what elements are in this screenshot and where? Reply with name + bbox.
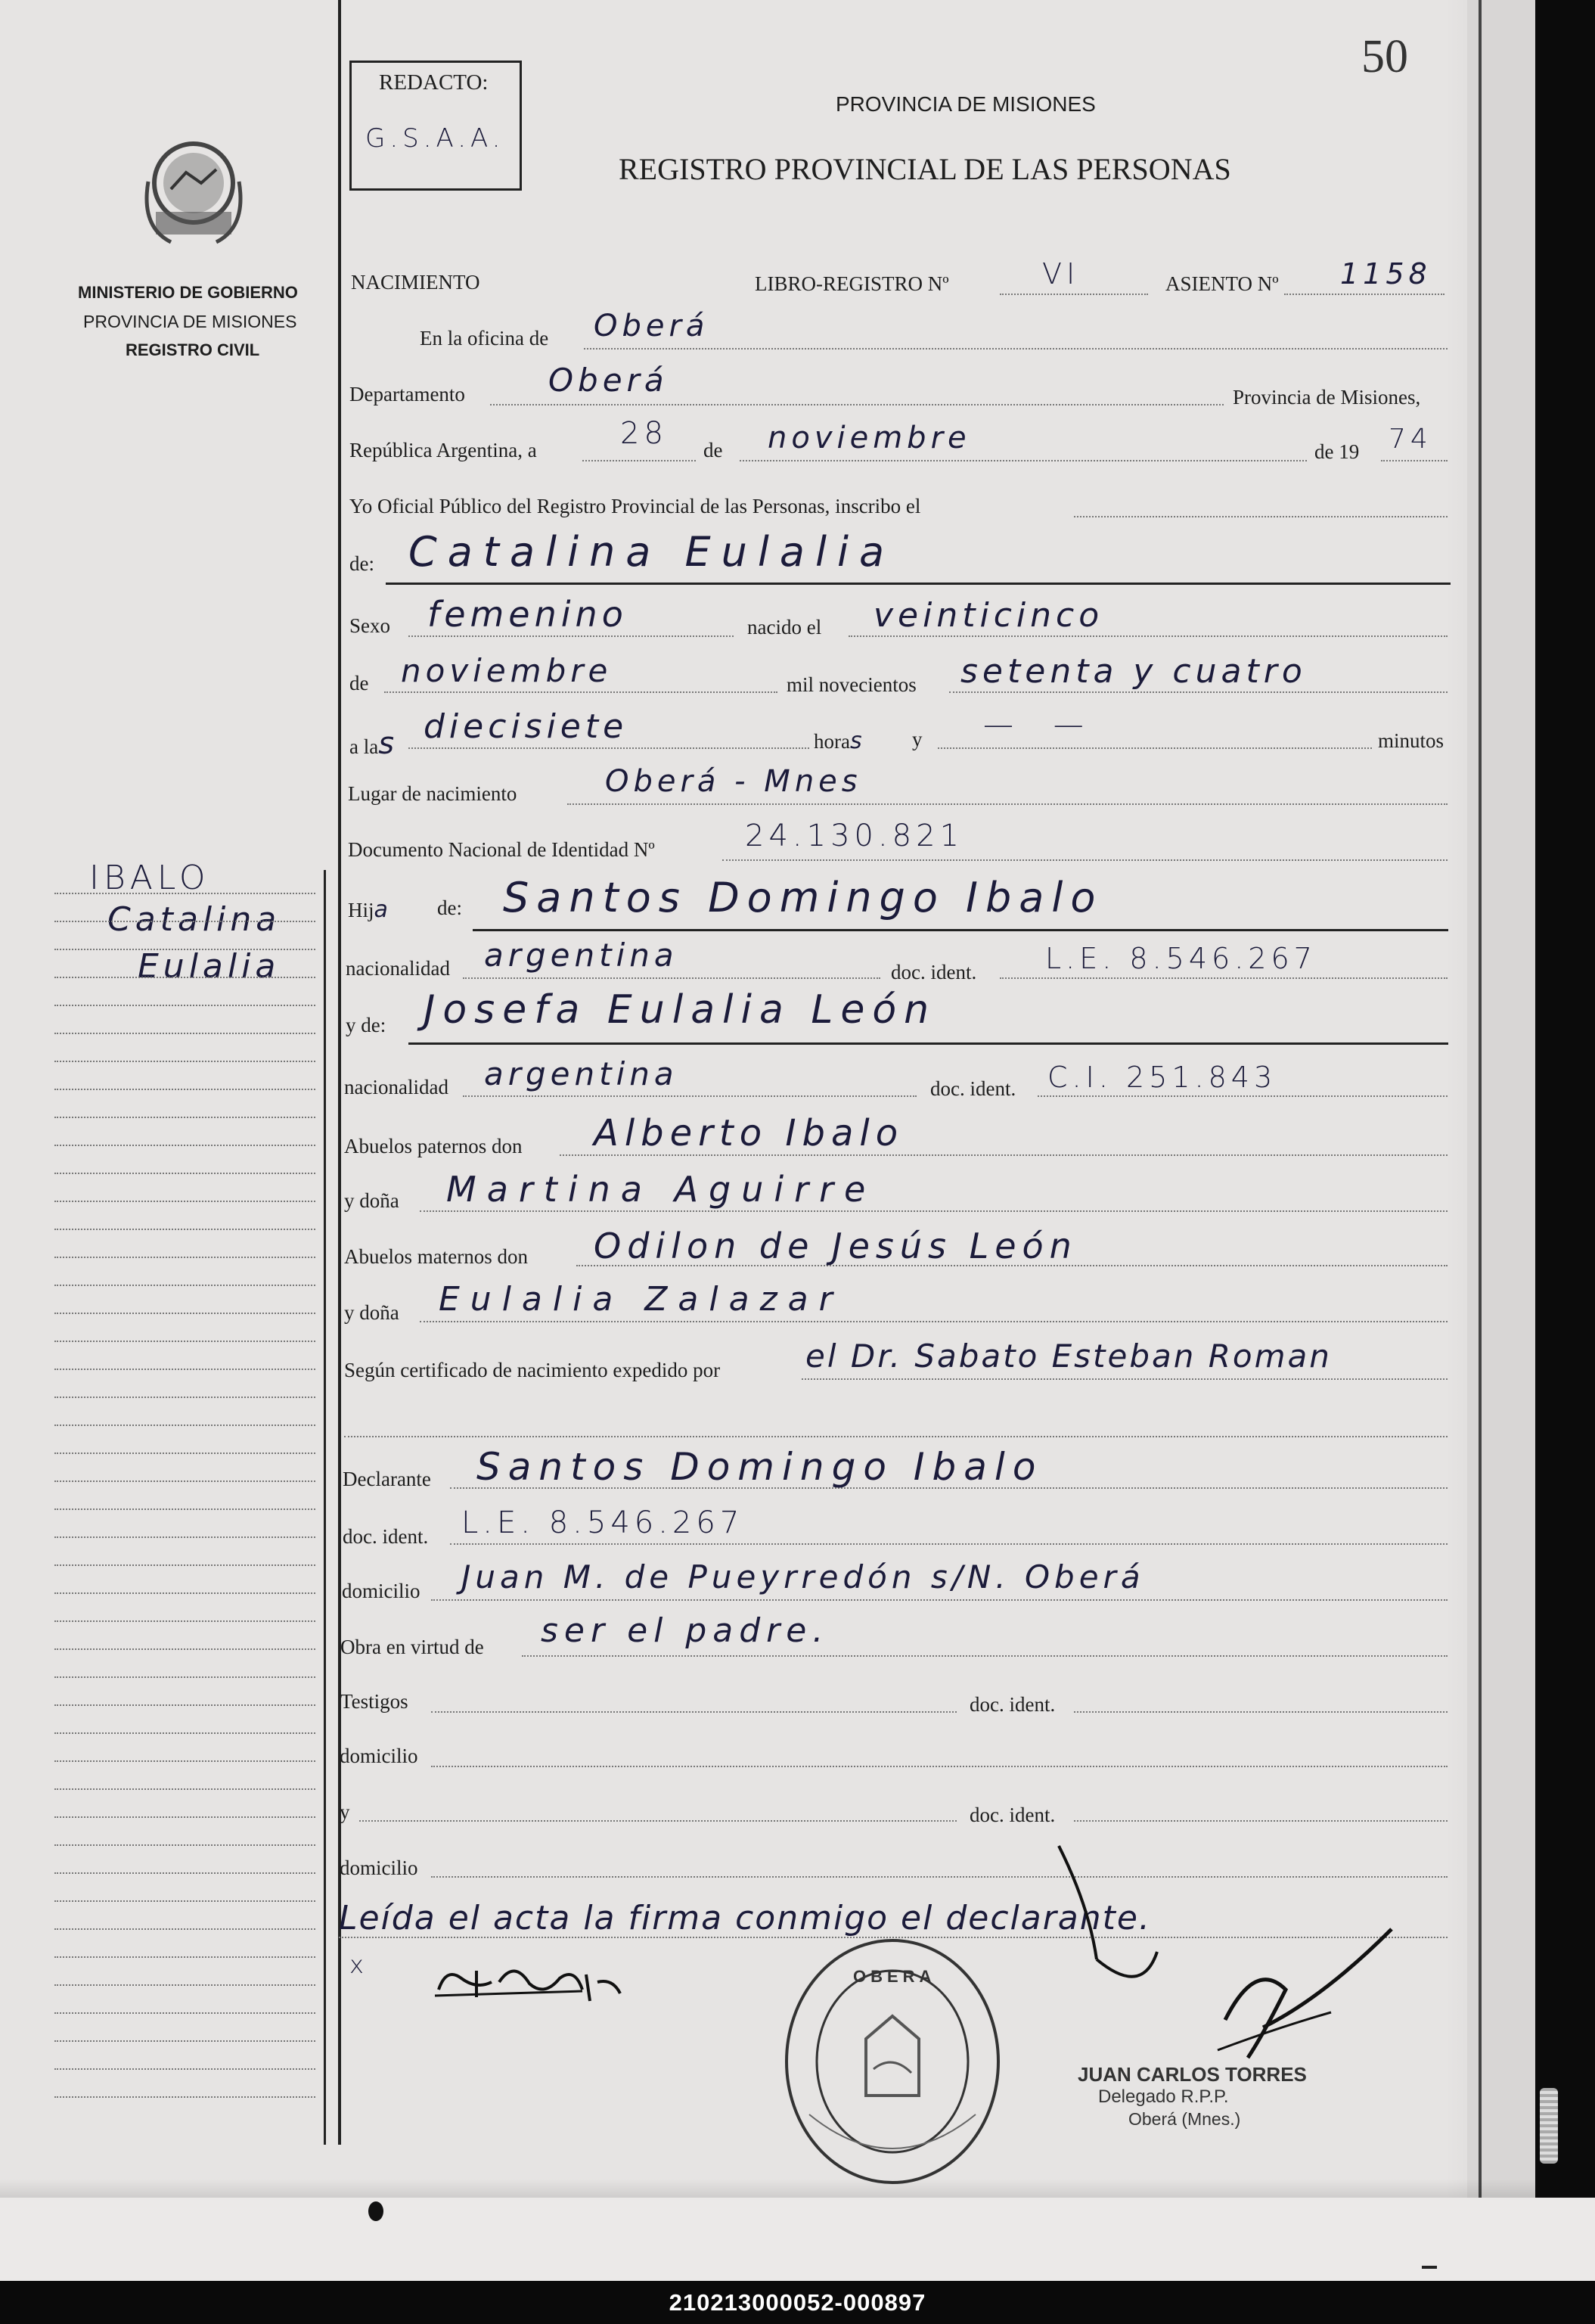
margin-ruling-line [54,1005,315,1006]
margin-ruling-line [54,1872,315,1874]
registry-title: REGISTRO PROVINCIAL DE LAS PERSONAS [619,152,1231,186]
a-las-text: a la [349,735,379,758]
scan-dash-mark [1422,2266,1437,2269]
margin-ruling-line [54,977,315,978]
margin-ruling-line [54,2068,315,2070]
minutos-value: — — [983,707,1099,742]
official-title: Delegado R.P.P. [1098,2086,1229,2107]
departamento-label: Departamento [349,383,465,405]
declarante-domicilio-value: Juan M. de Pueyrredón s/N. Oberá [461,1558,1145,1595]
lugar-label: Lugar de nacimiento [348,782,517,805]
margin-ruling-line [54,1425,315,1426]
republica-label: República Argentina, a [349,439,537,461]
abuelo-mat-value: Odilon de Jesús León [594,1226,1078,1266]
declarante-doc-label: doc. ident. [343,1525,429,1548]
obra-value: ser el padre. [541,1611,830,1650]
asiento-value: 1158 [1340,257,1432,290]
declarante-domicilio-label: domicilio [342,1580,420,1602]
margin-ruling-line [54,1480,315,1482]
margin-ruling-line [54,1648,315,1650]
margin-ruling-line [54,2096,315,2098]
mother-doc-label: doc. ident. [930,1077,1016,1100]
page-edge-line [1479,0,1482,2198]
page-edge [1467,0,1535,2198]
month-value: noviembre [768,421,971,455]
y-label: y [912,728,923,750]
margin-ruling-line [54,1061,315,1062]
de-colon-label: de: [349,552,374,575]
margin-ruling-line [54,1788,315,1790]
father-doc-value: L.E. 8.546.267 [1045,942,1317,975]
margin-ruling-line [54,1620,315,1622]
abuelo-pat-value: Alberto Ibalo [594,1112,905,1154]
official-place: Oberá (Mnes.) [1128,2109,1241,2129]
act-type-label: NACIMIENTO [351,271,480,294]
binding-thread [1540,2088,1558,2164]
oficial-text: Yo Oficial Público del Registro Provincial de las Personas, inscribo el [349,495,921,517]
asiento-label: ASIENTO Nº [1165,272,1279,295]
margin-middle-name: Eulalia [138,947,281,986]
birth-year-value: setenta y cuatro [960,652,1307,691]
father-doc-label: doc. ident. [891,961,977,983]
margin-ruling-line [54,1173,315,1174]
departamento-value: Oberá [548,362,669,399]
margin-ruling-line [54,2040,315,2042]
libro-label: LIBRO-REGISTRO Nº [755,272,949,295]
abuelos-mat-label: Abuelos maternos don [344,1245,528,1268]
mother-value: Josefa Eulalia León [424,987,937,1033]
year-prefix-label: de 19 [1314,440,1360,463]
margin-ruling-line [54,1564,315,1566]
redacto-value: G.S.A.A. [365,123,505,154]
seal-civil-registry: REGISTRO CIVIL [126,340,260,359]
declarante-value: Santos Domingo Ibalo [476,1445,1044,1489]
margin-ruling-line [54,1732,315,1734]
certificado-value: el Dr. Sabato Esteban Roman [805,1338,1332,1375]
hija-suffix: a [374,896,388,923]
margin-ruling-line [54,1816,315,1818]
hija-label [348,896,388,923]
province-coat-of-arms-icon [141,136,247,257]
child-name-value: Catalina Eulalia [408,528,895,576]
margin-ruling-line [54,1369,315,1370]
margin-ruling-line [54,1844,315,1846]
certificado-label: Según certificado de nacimiento expedido por [344,1359,721,1381]
scan-dot-mark [368,2201,383,2221]
year-value: 74 [1389,424,1432,455]
margin-ruling-line [54,1313,315,1314]
page-number: 50 [1361,31,1408,82]
horas-label [814,728,862,754]
stamp-center-top: OBERA [853,1967,936,1986]
libro-value: VI [1042,257,1080,290]
horas-text: hora [814,730,850,753]
margin-ruling-line [54,1676,315,1678]
abuela-mat-value: Eulalia Zalazar [439,1280,843,1319]
province-heading: PROVINCIA DE MISIONES [836,92,1096,116]
father-nationality-value: argentina [484,937,678,974]
hora-value: diecisiete [424,707,628,746]
mother-doc-value: C.I. 251.843 [1047,1061,1277,1094]
closing-text: Leída el acta la firma conmigo el declarante. [339,1899,1151,1937]
margin-ruling-line [54,1089,315,1090]
hija-text: Hij [348,899,374,921]
horas-suffix: s [849,728,862,754]
caption-bar [0,2281,1595,2324]
official-name: JUAN CARLOS TORRES [1078,2063,1307,2086]
abuelos-pat-label: Abuelos paternos don [344,1135,523,1157]
margin-ruling-line [54,1956,315,1958]
father-nationality-label: nacionalidad [346,957,450,980]
redacto-label: REDACTO: [379,70,489,95]
de-label: de [703,439,723,461]
margin-ruling-line [54,1285,315,1286]
caption-text: 210213000052-000897 [669,2288,926,2316]
minutos-label: minutos [1378,729,1444,752]
nacido-day-value: veinticinco [874,596,1104,635]
scan-bottom-strip [0,2198,1595,2281]
abuela-pat-label: y doña [344,1189,399,1212]
declarant-signature-icon [431,1937,643,2012]
abuela-pat-value: Martina Aguirre [446,1169,877,1210]
margin-ruling-line [54,1229,315,1230]
a-las-label [349,726,399,761]
sexo-label: Sexo [349,614,390,637]
redacto-box [349,61,522,191]
margin-ruling-line [54,1928,315,1930]
lugar-value: Oberá - Mnes [605,764,862,799]
margin-ruling-line [54,921,315,922]
witness2-domicilio-label: domicilio [340,1856,418,1879]
seal-province: PROVINCIA DE MISIONES [83,312,297,331]
signature-x: x [349,1950,368,1979]
mother-nationality-value: argentina [484,1055,678,1092]
margin-rule-inner [324,870,326,2145]
mother-nationality-label: nacionalidad [344,1076,448,1098]
witness1-doc-label: doc. ident. [970,1693,1056,1716]
nacido-label: nacido el [747,616,822,638]
witness1-domicilio-label: domicilio [340,1745,418,1767]
margin-first-name: Catalina [107,900,281,939]
de-month-label: de [349,672,369,694]
margin-ruling-line [54,1033,315,1034]
margin-ruling-line [54,1704,315,1706]
provincia-label: Provincia de Misiones, [1233,386,1421,409]
margin-ruling-line [54,1508,315,1510]
margin-ruling-line [54,893,315,894]
margin-ruling-line [54,949,315,950]
margin-ruling-line [54,1536,315,1538]
margin-surname: IBALO [89,859,210,897]
abuela-mat-label: y doña [344,1301,399,1324]
margin-ruling-line [54,1452,315,1454]
hija-de-label: de: [437,896,462,919]
margin-ruling-line [54,1984,315,1986]
oficina-value: Oberá [594,309,709,343]
margin-ruling-line [54,1145,315,1146]
mil-label: mil novecientos [787,673,917,696]
day-value: 28 [620,416,668,451]
testigos-label: Testigos [340,1690,408,1713]
oficina-label: En la oficina de [420,327,549,350]
margin-ruling-line [54,1201,315,1202]
birth-month-value: noviembre [401,652,613,689]
margin-ruling-line [54,1592,315,1594]
declarante-label: Declarante [343,1468,431,1490]
page-bottom-shadow [0,2179,1535,2198]
witness2-doc-label: doc. ident. [970,1804,1056,1826]
margin-ruling-line [54,1117,315,1118]
father-value: Santos Domingo Ibalo [503,874,1103,921]
margin-ruling-line [54,1341,315,1342]
margin-ruling-line [54,2012,315,2014]
seal-ministry: MINISTERIO DE GOBIERNO [78,283,298,302]
a-las-suffix: s [378,726,399,761]
sexo-value: femenino [427,594,628,635]
dni-value: 24.130.821 [745,819,964,853]
margin-ruling-line [54,1900,315,1902]
margin-ruling-line [54,1760,315,1762]
margin-ruling-line [54,1257,315,1258]
obra-label: Obra en virtud de [340,1636,484,1658]
declarante-doc-value: L.E. 8.546.267 [461,1505,744,1540]
dni-label: Documento Nacional de Identidad Nº [348,838,655,861]
y-witness-label: y [340,1800,350,1823]
y-de-label: y de: [346,1014,386,1036]
margin-ruling-line [54,1397,315,1398]
